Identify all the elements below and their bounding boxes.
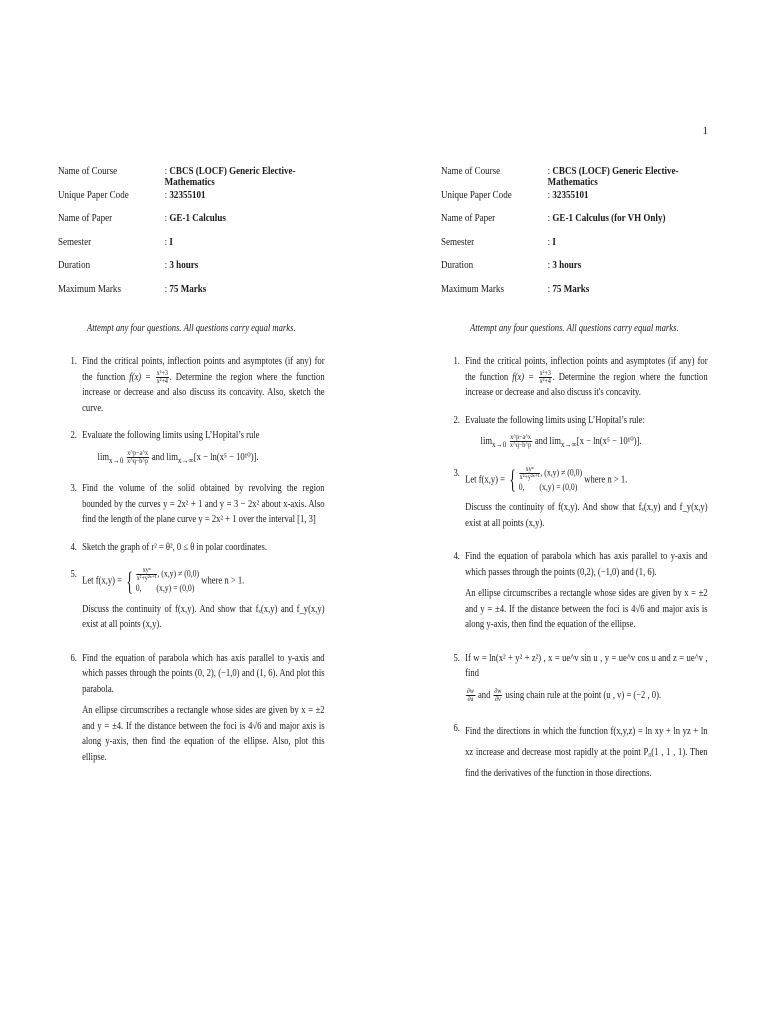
instructions: Attempt any four questions. All questions carry equal marks. xyxy=(86,323,296,334)
cases xyxy=(519,466,582,495)
question-5: 5. Let f(x,y) = { $\frac{\text{xyⁿ}}{\text{x²+y²ⁿ⁺¹}}$ , (x,y) ≠ (0,0) 0, (x,y) = (0,0) where n > 1. Discuss the continuity of f(x,y). And show that fₓ(x,y) and f_y(x,y) exist at all points (x,y). xyxy=(58,567,325,639)
question-body: Let f(x,y) = { $\frac{\text{xyⁿ}}{\text{x²+y²ⁿ⁺¹}}$ , (x,y) ≠ (0,0) 0, (x,y) = (0,0) where n > 1. Discuss the continuity of f(x,y). And show that fₓ(x,y) and f_y(x,y) exist at all points (x,y). xyxy=(465,464,708,529)
fraction: $\frac{\text{x²+3}}{\text{x²+4}}$ xyxy=(539,368,551,385)
question-2: 2. Evaluate the following limits using L’Hopital’s rule: $\lim_{x\to 0}$ $\frac{x\^{}p-a\^{}x}{x\^{}q-b\^{}p}$ and $\lim_{x\to\infty}[x - \ln(x^5 - 10^{10})]$. xyxy=(441,413,708,454)
fraction: $\frac{\text{xyⁿ}}{\text{x²+y²ⁿ⁺¹}}$ xyxy=(519,464,540,481)
question-4: 4. Find the equation of parabola which has axis parallel to y-axis and which passes through the points (0,2), (−1,0) and (1, 6). An ellipse circumscribes a rectangle whose sides are given by x = ±2 and y = ±4. If the distance between the foci is 4√6 and major axis is along y-axis, then find the equation of the ellipse. xyxy=(441,549,708,639)
question-1: 1. Find the critical points, inflection points and asymptotes (if any) for the function f(x) = $\frac{\text{x²+3}}{\text{x²+4}}$ . Determine the region where the function increase or decrease and also discuss its concavity. Also, sketch the curve. xyxy=(58,354,325,416)
meta-row-paper-code: Unique Paper Code : 32355101 xyxy=(441,190,708,214)
question-body: Evaluate the following limits using L’Hopital’s rule $\lim_{x\to 0}$ $\frac{x\^{}p-a\^{}x}{x\^{}q-b\^{}p}$ and $\lim_{x\to\infty}[x - \ln(x^5 - 10^{10})]$. xyxy=(82,428,325,469)
question-5: 5. If w = ln(x² + y² + z²) , x = ue^v sin u , y = ue^v cos u and z = ue^v , find $\frac{\partial w}{\partial u}$ and $\frac{\partial w}{\partial v}$ using chain rule at the point (u , v) = (−2 , 0). xyxy=(441,651,708,710)
piecewise xyxy=(124,567,199,596)
meta-row-course: Name of Course : CBCS (LOCF) Generic Elective- Mathematics xyxy=(58,166,325,190)
fraction: $\frac{\partial w}{\partial v}$ xyxy=(494,687,502,704)
question-body: Find the critical points, inflection points and asymptotes (if any) for the function f(x) = $\frac{\text{x²+3}}{\text{x²+4}}$ . Determine the region where the function increase or decrease and also discuss it's concavity. xyxy=(465,356,708,398)
question-list xyxy=(58,354,325,771)
question-body: If w = ln(x² + y² + z²) , x = ue^v sin u , y = ue^v cos u and z = ue^v , find $\frac{\partial w}{\partial u}$ and $\frac{\partial w}{\partial v}$ using chain rule at the point (u , v) = (−2 , 0). xyxy=(465,652,708,704)
piecewise-definition: Let f(x,y) = { $\frac{\text{xyⁿ}}{\text{x²+y²ⁿ⁺¹}}$ , (x,y) ≠ (0,0) 0, (x,y) = (0,0) where n > 1. xyxy=(82,566,245,596)
brace-icon: { xyxy=(126,566,133,596)
question-3: 3. Let f(x,y) = { $\frac{\text{xyⁿ}}{\text{x²+y²ⁿ⁺¹}}$ , (x,y) ≠ (0,0) 0, (x,y) = (0,0) where n > 1. Discuss the continuity of f(x,y). And show that fₓ(x,y) and f_y(x,y) exist at all points (x,y). xyxy=(441,466,708,538)
question-body: Find the critical points, inflection points and asymptotes (if any) for the function f(x) = $\frac{\text{x²+3}}{\text{x²+4}}$ . Determine the region where the function increase or decrease and also discuss its concavity. Also, sketch the curve. xyxy=(82,356,325,414)
case-1: $\frac{\text{xyⁿ}}{\text{x²+y²ⁿ⁺¹}}$ , (x,y) ≠ (0,0) xyxy=(519,464,583,481)
question-2: 2. Evaluate the following limits using L’Hopital’s rule $\lim_{x\to 0}$ $\frac{x\^{}p-a\^{}x}{x\^{}q-b\^{}p}$ and $\lim_{x\to\infty}[x - \ln(x^5 - 10^{10})]$. xyxy=(58,428,325,469)
question-body: Find the directions in which the function f(x,y,z) = ln xy + ln yz + ln xz increase and decrease most rapidly at the point P₀(1 , 1 , 1). Then find the derivatives of the function in those directions. xyxy=(465,726,708,780)
question-6: 6. Find the directions in which the function f(x,y,z) = ln xy + ln yz + ln xz increase and decrease most rapidly at the point P₀(1 , 1 , 1). Then find the derivatives of the function in those directions. xyxy=(441,721,708,784)
partial-derivatives: $\frac{\partial w}{\partial u}$ and $\frac{\partial w}{\partial v}$ using chain rule at the point (u , v) = (−2 , 0). xyxy=(466,687,662,704)
meta-row-marks: Maximum Marks : 75 Marks xyxy=(441,284,708,308)
course-info-table xyxy=(58,166,325,307)
right-column xyxy=(441,166,708,796)
limit-formula: $\lim_{x\to 0}$ $\frac{x\^{}p-a\^{}x}{x\^{}q-b\^{}p}$ and $\lim_{x\to\infty}[x - \ln(x^5 - 10^{10})]$. xyxy=(97,448,259,465)
fraction: $\frac{x\^{}p-a\^{}x}{x\^{}q-b\^{}p}$ xyxy=(510,433,532,450)
meta-row-course: Name of Course : CBCS (LOCF) Generic Elective- Mathematics xyxy=(441,166,708,190)
meta-row-paper-code: Unique Paper Code : 32355101 xyxy=(58,190,325,214)
brace-icon: { xyxy=(509,465,516,495)
question-3: 3. Find the volume of the solid obtained by revolving the region bounded by the curves y = 2x² + 1 and y = 3 − 2x² about x-axis. Also find the length of the plane curve y = 2x² + 1 over the interval [1, 3] xyxy=(58,481,325,528)
question-body: Evaluate the following limits using L’Hopital’s rule: $\lim_{x\to 0}$ $\frac{x\^{}p-a\^{}x}{x\^{}q-b\^{}p}$ and $\lim_{x\to\infty}[x - \ln(x^5 - 10^{10})]$. xyxy=(465,413,708,454)
case-1: $\frac{\text{xyⁿ}}{\text{x²+y²ⁿ⁺¹}}$ , (x,y) ≠ (0,0) xyxy=(136,566,200,583)
limit-formula: $\lim_{x\to 0}$ $\frac{x\^{}p-a\^{}x}{x\^{}q-b\^{}p}$ and $\lim_{x\to\infty}[x - \ln(x^5 - 10^{10})]$. xyxy=(480,433,642,450)
fraction: $\frac{\partial w}{\partial u}$ xyxy=(466,687,475,704)
question-body: Find the equation of parabola which has axis parallel to y-axis and which passes through the points (0,2), (−1,0) and (1, 6). An ellipse circumscribes a rectangle whose sides are given by x = ±2 and y = ±4. If the distance between the foci is 4√6 and major axis is along y-axis, then find the equation of the ellipse. xyxy=(465,551,708,631)
fraction: $\frac{\text{x²+3}}{\text{x²+4}}$ xyxy=(156,368,168,385)
meta-row-marks: Maximum Marks : 75 Marks xyxy=(58,284,325,308)
meta-row-semester: Semester : I xyxy=(441,237,708,261)
question-4: 4. Sketch the graph of r² = θ², 0 ≤ θ in polar coordinates. xyxy=(58,540,325,556)
question-body: Find the equation of parabola which has axis parallel to y-axis and which passes through the points (0, 2), (−1,0) and (1, 6). And plot this parabola. An ellipse circumscribes a rectangle whose sides are given by x = ±2 and y = ±4. If the distance between the foci is 4√6 and major axis is along y-axis, then find the equation of the ellipse. Also, plot this ellipse. xyxy=(82,652,325,763)
cases xyxy=(136,567,199,596)
meta-row-duration: Duration : 3 hours xyxy=(58,260,325,284)
question-6: 6. Find the equation of parabola which has axis parallel to y-axis and which passes through the points (0, 2), (−1,0) and (1, 6). And plot this parabola. An ellipse circumscribes a rectangle whose sides are given by x = ±2 and y = ±4. If the distance between the foci is 4√6 and major axis is along y-axis, then find the equation of the ellipse. Also, plot this ellipse. xyxy=(58,651,325,772)
question-list xyxy=(441,354,708,784)
question-body: Find the volume of the solid obtained by revolving the region bounded by the curves y = 2x² + 1 and y = 3 − 2x² about x-axis. Also find the length of the plane curve y = 2x² + 1 over the interval [1, 3] xyxy=(82,483,325,526)
course-info-table xyxy=(441,166,708,307)
question-1: 1. Find the critical points, inflection points and asymptotes (if any) for the function f(x) = $\frac{\text{x²+3}}{\text{x²+4}}$ . Determine the region where the function increase or decrease and also discuss it's concavity. xyxy=(441,354,708,401)
fraction: $\frac{\text{xyⁿ}}{\text{x²+y²ⁿ⁺¹}}$ xyxy=(136,566,157,583)
meta-row-paper-name: Name of Paper : GE-1 Calculus xyxy=(58,213,325,237)
instructions: Attempt any four questions. All questions carry equal marks. xyxy=(469,323,679,334)
piecewise-definition: Let f(x,y) = { $\frac{\text{xyⁿ}}{\text{x²+y²ⁿ⁺¹}}$ , (x,y) ≠ (0,0) 0, (x,y) = (0,0) where n > 1. xyxy=(465,464,628,495)
meta-row-semester: Semester : I xyxy=(58,237,325,261)
fraction: $\frac{x\^{}p-a\^{}x}{x\^{}q-b\^{}p}$ xyxy=(127,448,149,465)
meta-row-paper-name: Name of Paper : GE-1 Calculus (for VH Only) xyxy=(441,213,708,237)
piecewise xyxy=(507,466,582,495)
question-body: Let f(x,y) = { $\frac{\text{xyⁿ}}{\text{x²+y²ⁿ⁺¹}}$ , (x,y) ≠ (0,0) 0, (x,y) = (0,0) where n > 1. Discuss the continuity of f(x,y). And show that fₓ(x,y) and f_y(x,y) exist at all points (x,y). xyxy=(82,566,325,631)
left-column xyxy=(58,166,325,783)
case-2: 0, (x,y) = (0,0) xyxy=(135,583,195,594)
case-2: 0, (x,y) = (0,0) xyxy=(518,481,578,492)
meta-row-duration: Duration : 3 hours xyxy=(441,260,708,284)
question-body: Sketch the graph of r² = θ², 0 ≤ θ in polar coordinates. xyxy=(82,541,267,553)
page-number: 1 xyxy=(702,125,708,137)
